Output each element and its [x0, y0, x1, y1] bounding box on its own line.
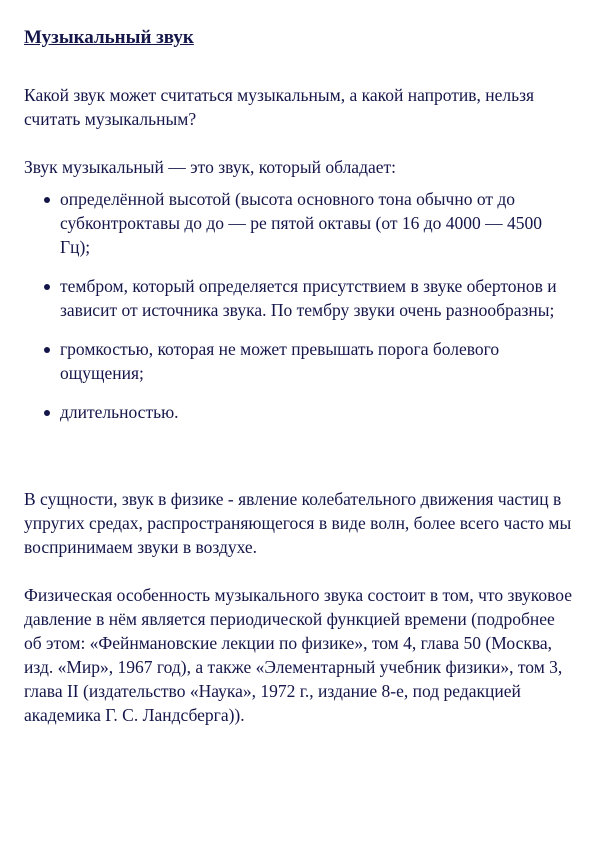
- page-title: Музыкальный звук: [24, 27, 194, 48]
- question-paragraph: Какой звук может считаться музыкальным, а какой напротив, нельзя считать музыкальным?: [24, 85, 535, 129]
- document-page: [24, 26, 574, 727]
- list-item-text: определённой высотой (высота основного тона обычно от до субконтроктавы до до — ре пятой октавы (от 16 до 4000 — 4500 Гц);: [60, 189, 543, 257]
- physics-paragraph: В сущности, звук в физике - явление колебательного движения частиц в упругих средах, распространяющегося в виде волн, более всего часто мы воспринимаем звуки в воздухе.: [24, 489, 572, 557]
- list-item: [24, 187, 574, 259]
- list-item-text: длительностью.: [60, 402, 179, 422]
- list-item-text: тембром, который определяется присутствием в звуке обертонов и зависит от источника звука. По тембру звуки очень разнообразны;: [60, 276, 557, 320]
- list-item: [24, 400, 574, 424]
- bullet-icon: [44, 284, 50, 290]
- list-item-text: громкостью, которая не может превышать порога болевого ощущения;: [60, 339, 500, 383]
- properties-list: [24, 187, 574, 424]
- bullet-icon: [44, 197, 50, 203]
- bullet-icon: [44, 410, 50, 416]
- list-item: [24, 337, 574, 385]
- list-item: [24, 274, 574, 322]
- lead-paragraph: Звук музыкальный — это звук, который обладает:: [24, 157, 397, 177]
- feature-paragraph: Физическая особенность музыкального звука состоит в том, что звуковое давление в нём является периодической функцией времени (подробнее об этом: «Фейнмановские лекции по физике», том 4, глава 50 (Москва, изд. «Мир», 1967 год), а также «Элементарный учебник физики», том 3, глава II (издательство «Наука», 1972 г., издание 8-е, под редакцией академика Г. С. Ландсберга)).: [24, 585, 573, 725]
- bullet-icon: [44, 347, 50, 353]
